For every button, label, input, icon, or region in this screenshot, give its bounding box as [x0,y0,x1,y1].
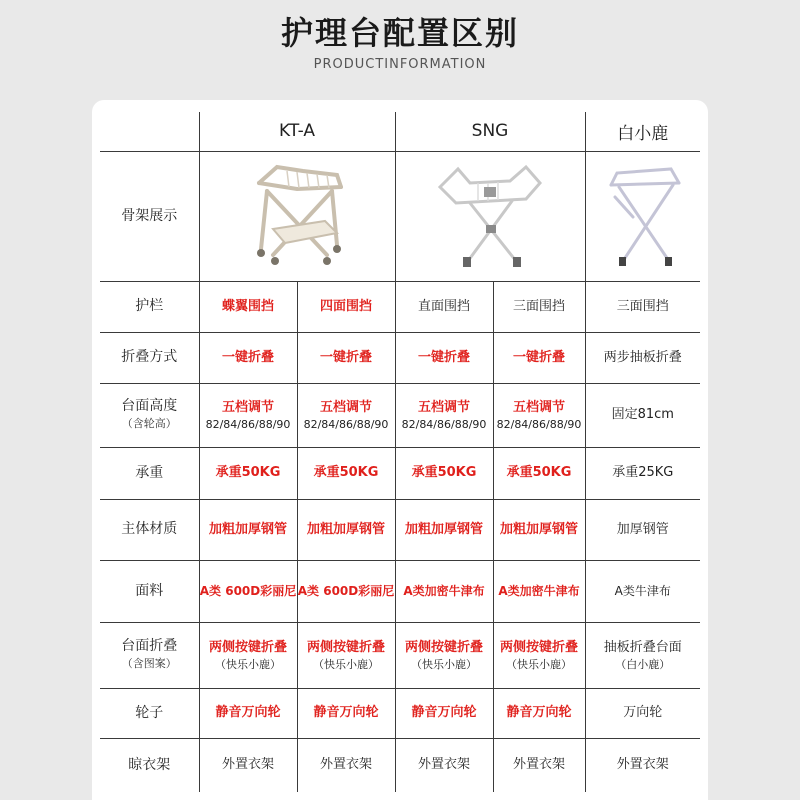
height-options: 82/84/86/88/90 [205,417,291,431]
header [0,0,800,100]
row-label-rack: 晾衣架 [100,738,199,792]
load-cell: 承重50KG [395,447,493,499]
load-cell: 承重25KG [585,447,700,499]
fabric-row [100,560,700,622]
load-cell: 承重50KG [297,447,395,499]
wheel-cell: 静音万向轮 [395,688,493,738]
guard-cell: 三面围挡 [585,281,700,332]
height-main: 五档调节 [513,399,566,415]
topfold-pattern: （快乐小鹿） [313,657,379,671]
wheel-cell: 静音万向轮 [493,688,585,738]
height-options: 82/84/86/88/90 [401,417,487,431]
row-label-fold: 折叠方式 [100,332,199,383]
topfold-main: 两侧按键折叠 [500,639,579,655]
rack-cell: 外置衣架 [493,738,585,792]
row-label-load: 承重 [100,447,199,499]
load-row [100,447,700,499]
material-row [100,499,700,560]
fold-cell: 一键折叠 [395,332,493,383]
fold-cell: 两步抽板折叠 [585,332,700,383]
height-main: 五档调节 [320,399,373,415]
topfold-main: 两侧按键折叠 [307,639,386,655]
topfold-row [100,622,700,688]
row-label-topfold-main: 台面折叠 [121,638,178,654]
frame-row [100,151,700,281]
topfold-cell [297,622,395,688]
fold-cell: 一键折叠 [493,332,585,383]
topfold-main: 两侧按键折叠 [208,639,287,655]
fabric-cell: A类加密牛津布 [493,560,585,622]
guard-cell: 直面围挡 [395,281,493,332]
wheel-cell: 静音万向轮 [297,688,395,738]
row-label-height-sub: （含轮高） [121,417,177,430]
brand-bxl: 白小鹿 [585,112,700,151]
row-label-frame: 骨架展示 [100,151,199,281]
changing-table-frame-sng-icon [430,157,550,275]
fabric-cell: A类加密牛津布 [395,560,493,622]
load-cell: 承重50KG [199,447,297,499]
fabric-cell: A类 600D彩丽尼 [297,560,395,622]
guard-cell: 三面围挡 [493,281,585,332]
topfold-cell [493,622,585,688]
guard-cell: 蝶翼围挡 [199,281,297,332]
fold-cell: 一键折叠 [199,332,297,383]
topfold-pattern: （快乐小鹿） [506,657,573,671]
wheel-cell: 万向轮 [585,688,700,738]
topfold-cell [585,622,700,688]
topfold-pattern: （快乐小鹿） [215,657,281,671]
wheel-cell: 静音万向轮 [199,688,297,738]
changing-table-frame-kta-icon [237,157,357,275]
fold-row [100,332,700,383]
guard-cell: 四面围挡 [297,281,395,332]
fold-cell: 一键折叠 [297,332,395,383]
rack-cell: 外置衣架 [199,738,297,792]
height-cell [297,383,395,447]
row-label-topfold-sub: （含图案） [121,657,177,670]
material-cell: 加粗加厚钢管 [395,499,493,560]
brand-kta: KT-A [199,112,395,151]
changing-table-frame-bxl-icon [593,157,693,275]
corner-cell [100,112,199,151]
row-label-material: 主体材质 [100,499,199,560]
topfold-cell [395,622,493,688]
height-row [100,383,700,447]
material-cell: 加粗加厚钢管 [297,499,395,560]
topfold-main: 抽板折叠台面 [603,639,682,655]
topfold-main: 两侧按键折叠 [405,639,484,655]
frame-image-bxl [585,151,700,281]
frame-image-sng [395,151,585,281]
topfold-pattern: （白小鹿） [615,657,671,671]
row-label-height-main: 台面高度 [121,398,178,414]
topfold-pattern: （快乐小鹿） [411,657,478,671]
row-label-guard: 护栏 [100,281,199,332]
row-label-height [100,383,199,447]
page-title: 护理台配置区别 [280,14,519,52]
frame-image-kta [199,151,395,281]
guard-row [100,281,700,332]
height-options: 82/84/86/88/90 [303,417,389,431]
height-main: 五档调节 [418,399,471,415]
comparison-card [92,100,708,800]
comparison-table [100,112,700,792]
rack-cell: 外置衣架 [297,738,395,792]
brand-header-row [100,112,700,151]
fabric-cell: A类 600D彩丽尼 [199,560,297,622]
height-options: 82/84/86/88/90 [496,417,582,431]
height-cell [199,383,297,447]
load-cell: 承重50KG [493,447,585,499]
rack-cell: 外置衣架 [585,738,700,792]
material-cell: 加厚钢管 [585,499,700,560]
brand-sng: SNG [395,112,585,151]
row-label-wheel: 轮子 [100,688,199,738]
height-cell [493,383,585,447]
height-main: 五档调节 [221,399,274,415]
row-label-topfold [100,622,199,688]
row-label-fabric: 面料 [100,560,199,622]
height-cell: 固定81cm [585,383,700,447]
rack-row [100,738,700,792]
page-subtitle: PRODUCTINFORMATION [313,57,487,72]
wheel-row [100,688,700,738]
topfold-cell [199,622,297,688]
material-cell: 加粗加厚钢管 [199,499,297,560]
fabric-cell: A类牛津布 [585,560,700,622]
material-cell: 加粗加厚钢管 [493,499,585,560]
rack-cell: 外置衣架 [395,738,493,792]
height-cell [395,383,493,447]
